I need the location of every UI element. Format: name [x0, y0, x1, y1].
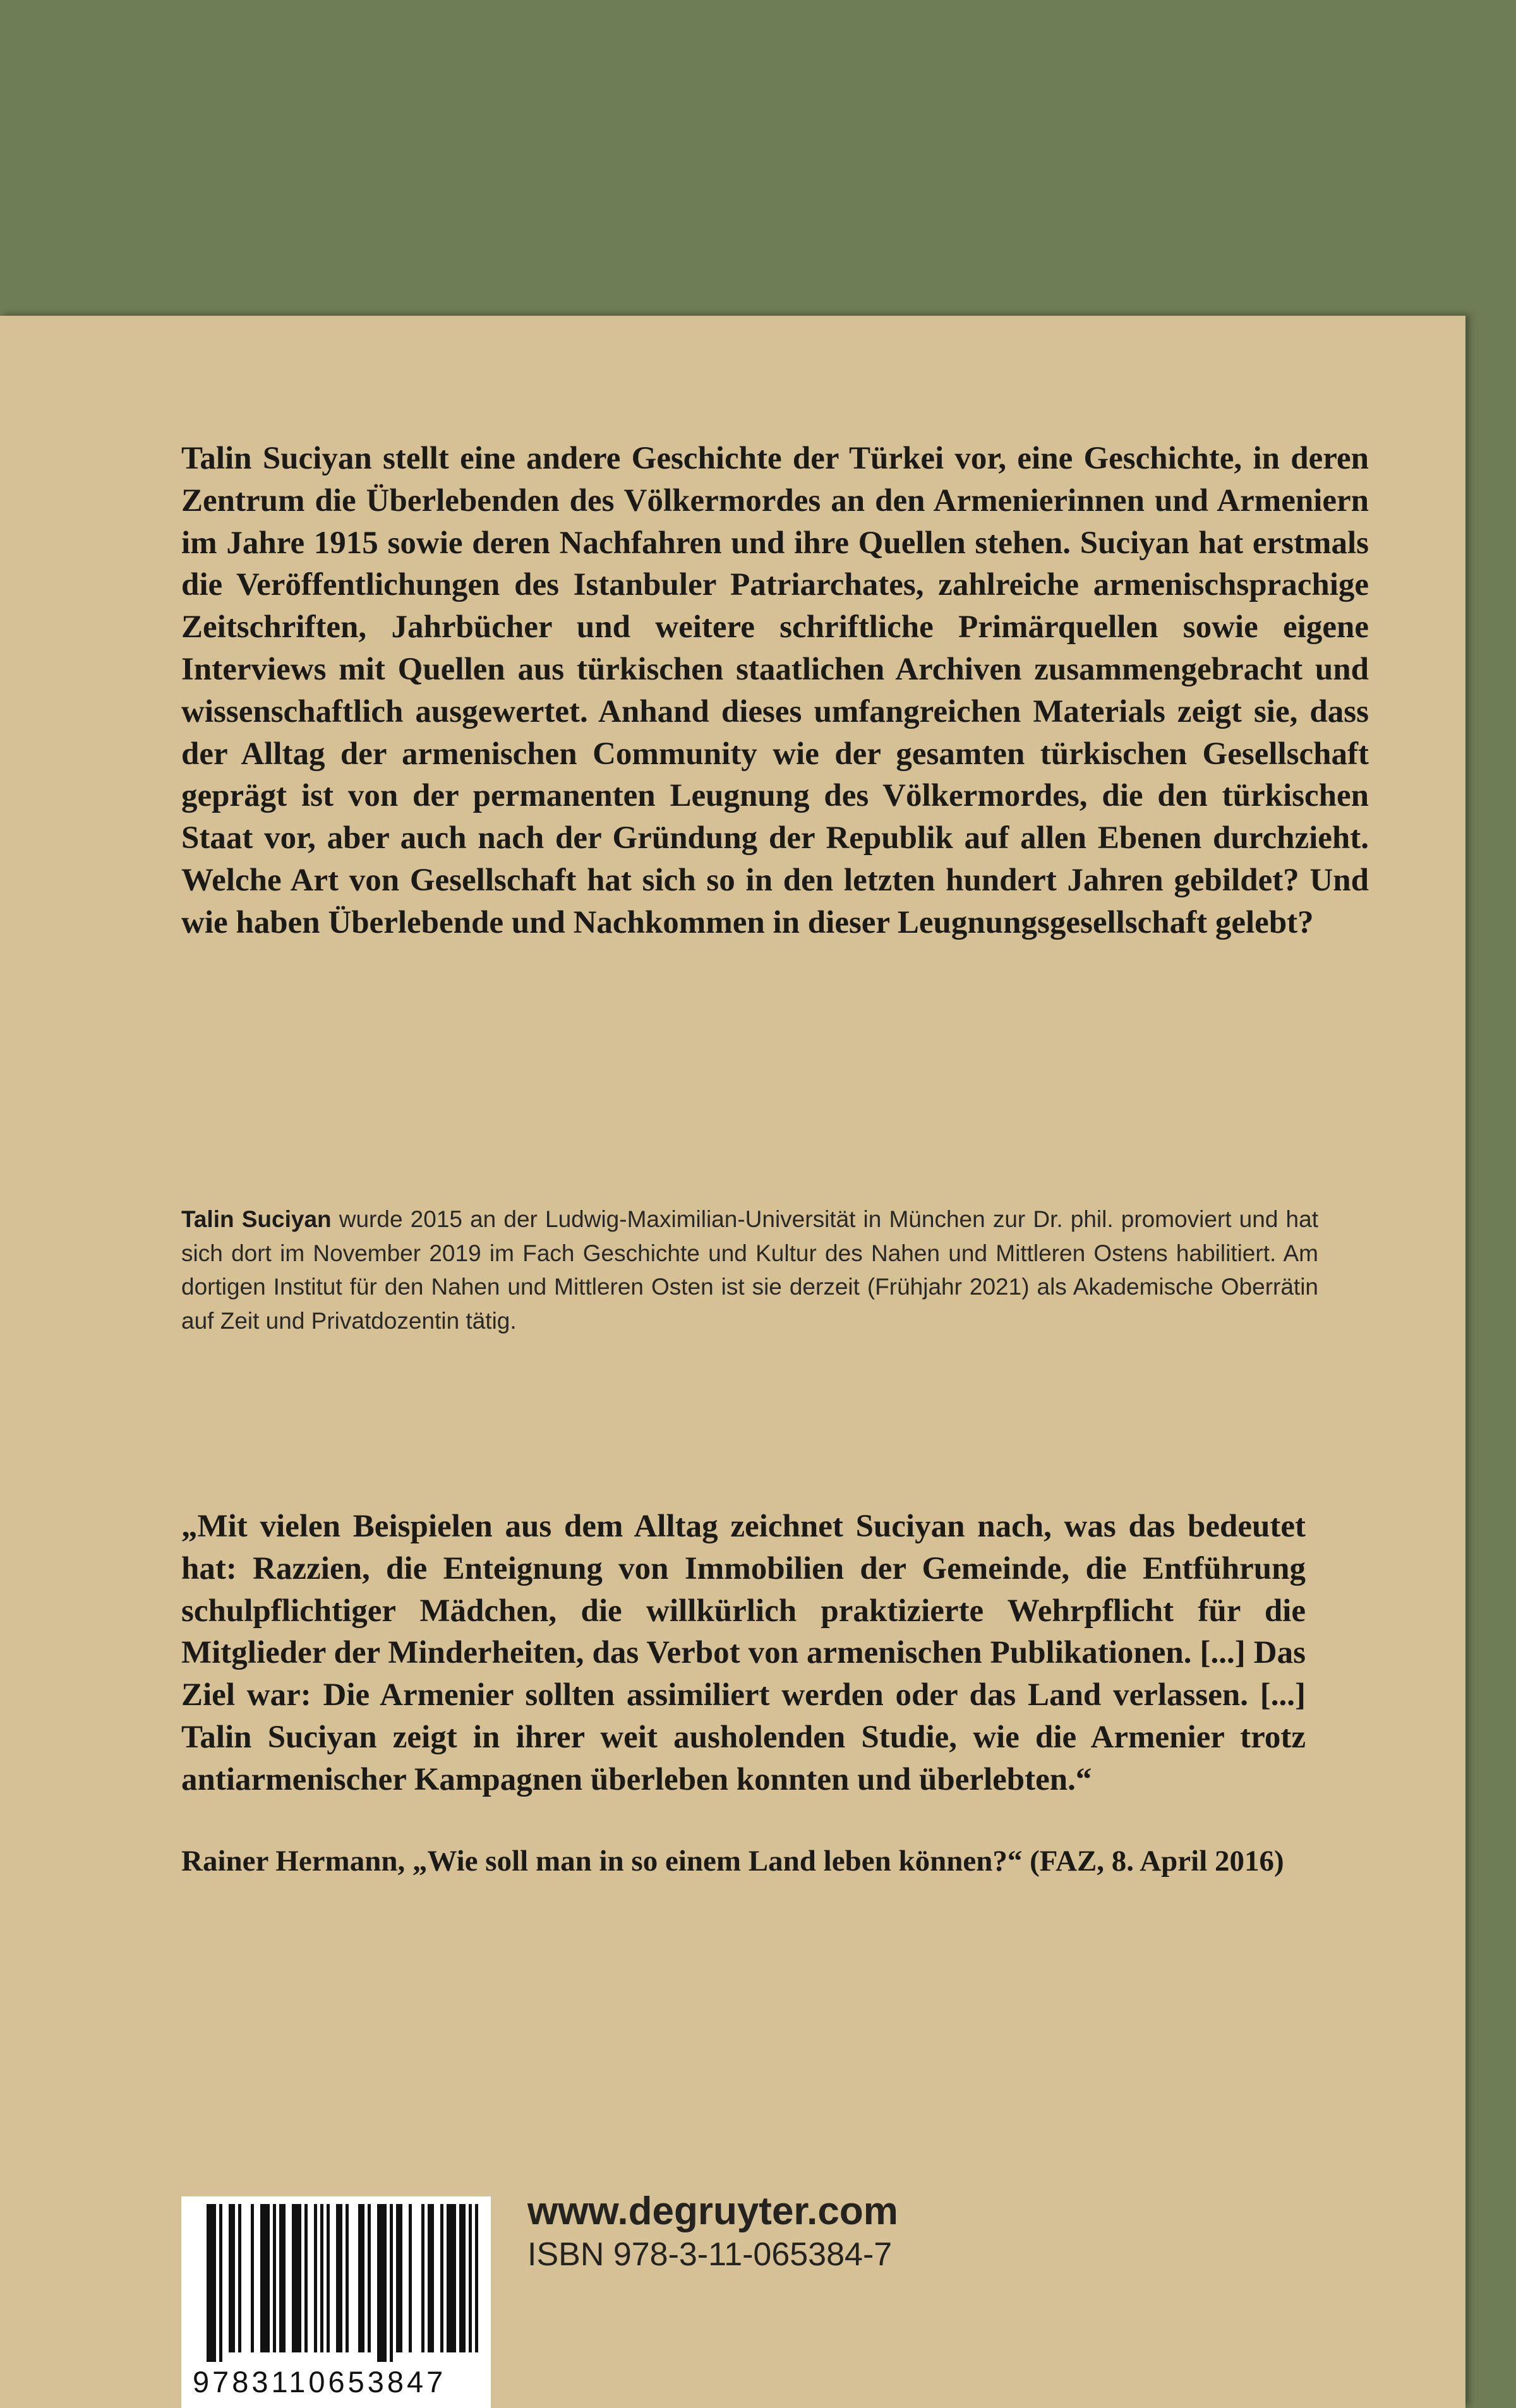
barcode-bar	[260, 2204, 270, 2352]
barcode-bar	[336, 2204, 342, 2352]
barcode-digits: 9783110653847	[193, 2365, 447, 2399]
barcode-bar	[475, 2204, 478, 2352]
barcode-bar	[207, 2204, 216, 2362]
author-bio-text: wurde 2015 an der Ludwig-Maximilian-Universität in München zur Dr. phil. promoviert und hat sich dort im November 2019 im Fach Geschichte und Kultur des Nahen und Mittleren Ostens habilitiert. Am dortigen Institut für den Nahen und Mittleren Osten ist sie derzeit (Frühjahr 2021) als Akademische Oberrätin auf Zeit und Privatdozentin tätig.	[181, 1206, 1318, 1334]
author-name: Talin Suciyan	[181, 1206, 332, 1232]
barcode-bar	[251, 2204, 254, 2352]
barcode-bar	[219, 2204, 222, 2362]
press-quote: „Mit vielen Beispielen aus dem Alltag zeichnet Suciyan nach, was das bedeutet hat: Razzien, die Enteignung von Immobilien der Gemeinde, die Entführung schulpflichtiger Mädchen, die willkürlich praktizierte Wehrpflicht für die Mitglieder der Minderheiten, das Verbot von armenischen Publikationen. [...] Das Ziel war: Die Armenier sollten assimiliert werden oder das Land verlassen. [...] Talin Suciyan zeigt in ihrer weit ausholenden Studie, wie die Armenier trotz antiarmenischer Kampagnen überleben konnten und überlebten.“	[181, 1509, 1306, 1797]
barcode-bar	[459, 2204, 466, 2352]
barcode-bar	[440, 2204, 443, 2352]
barcode-bar	[469, 2204, 472, 2352]
barcode-bar	[229, 2204, 235, 2352]
barcode-bar	[304, 2204, 308, 2352]
barcode-bar	[273, 2204, 276, 2352]
barcode-bar	[396, 2204, 402, 2352]
barcode-bar	[327, 2204, 330, 2352]
barcode-bar	[409, 2204, 412, 2352]
barcode-bar	[346, 2204, 349, 2352]
publisher-website: www.degruyter.com	[527, 2189, 898, 2233]
barcode-bar	[292, 2204, 301, 2352]
barcode-bar	[358, 2204, 364, 2352]
barcode-bar	[390, 2204, 393, 2362]
barcode-bar	[377, 2204, 387, 2362]
barcode-bar	[320, 2204, 323, 2352]
barcode-bar	[447, 2204, 456, 2352]
barcode-bar	[279, 2204, 286, 2352]
isbn-barcode	[181, 2196, 491, 2408]
barcode-bar	[428, 2204, 434, 2352]
barcode-bar	[421, 2204, 424, 2352]
barcode-bar	[314, 2204, 317, 2352]
isbn-number: ISBN 978-3-11-065384-7	[527, 2236, 893, 2273]
barcode-icon	[181, 2196, 491, 2367]
author-bio	[181, 1202, 1318, 1338]
barcode-bar	[238, 2204, 241, 2352]
barcode-bar	[368, 2204, 371, 2352]
quote-attribution: Rainer Hermann, „Wie soll man in so einem Land leben können?“ (FAZ, 8. April 2016)	[181, 1845, 1284, 1878]
book-description: Talin Suciyan stellt eine andere Geschichte der Türkei vor, eine Geschichte, in deren Zentrum die Überlebenden des Völkermordes an den Armenierinnen und Armeniern im Jahre 1915 sowie deren Nachfahren und ihre Quellen stehen. Suciyan hat erstmals die Veröffentlichungen des Istanbuler Patriarchates, zahlreiche armenischsprachige Zeitschriften, Jahrbücher und weitere schriftliche Primärquellen sowie eigene Interviews mit Quellen aus türkischen staatlichen Archiven zusammengebracht und wissenschaftlich ausgewertet. Anhand dieses umfangreichen Materials zeigt sie, dass der Alltag der armenischen Community wie der gesamten türkischen Gesellschaft geprägt ist von der permanenten Leugnung des Völkermordes, die den türkischen Staat vor, aber auch nach der Gründung der Republik auf allen Ebenen durchzieht. Welche Art von Gesellschaft hat sich so in den letzten hundert Jahren gebildet? Und wie haben Überlebende und Nachkommen in dieser Leugnungsgesellschaft gelebt?	[181, 441, 1369, 940]
